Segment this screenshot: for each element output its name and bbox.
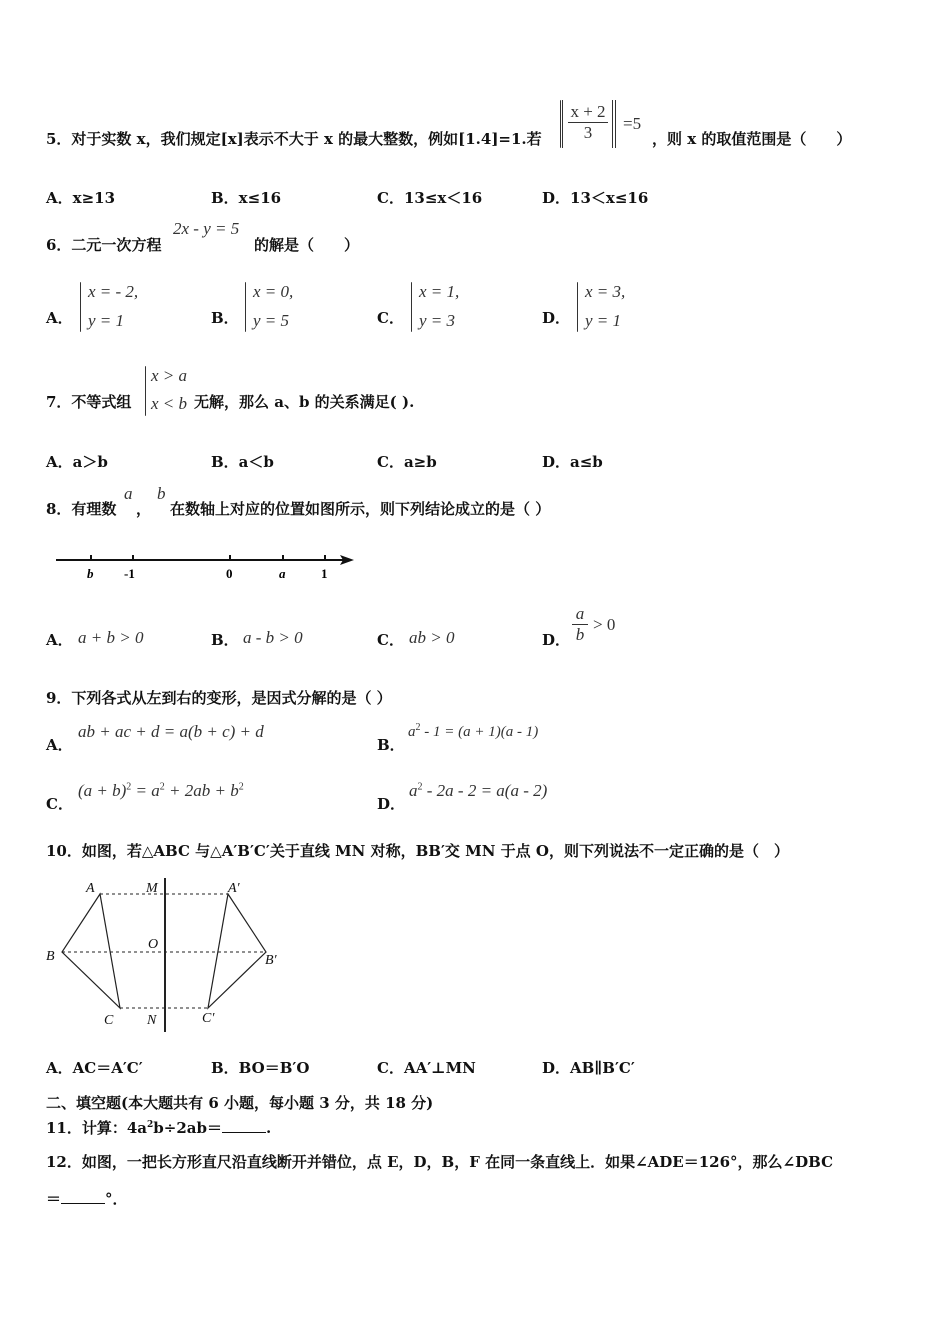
q11-text-a: 11．计算：4a (46, 1119, 148, 1137)
q5-frac-den: 3 (583, 123, 593, 142)
q7-line1: x > a (151, 366, 188, 385)
q5-eq: =5 (623, 114, 642, 133)
axis-label-a: a (279, 566, 286, 581)
q11 (46, 1117, 271, 1138)
q6-brace-c (411, 282, 412, 332)
q7-option-d: D．a≤b (542, 453, 603, 471)
q9-c-pre: (a + b) (78, 781, 127, 800)
label-A-prime: A′ (228, 881, 240, 896)
triangle-A1B1C1 (208, 894, 266, 1008)
q5-text-a: 5．对于实数 x，我们规定[x]表示不大于 x 的最大整数，例如[1.4]=1.若 (46, 130, 542, 148)
q11-end: . (266, 1119, 272, 1137)
symmetry-figure (40, 872, 300, 1042)
q5-fraction (568, 102, 608, 143)
q6-b-line2: y = 5 (253, 311, 290, 330)
q5-option-a: A．x≥13 (46, 189, 116, 207)
label-B-prime: B′ (265, 953, 277, 968)
axis-label-b: b (87, 566, 94, 581)
q7-text-a: 7．不等式组 (46, 393, 132, 411)
q9-c-mid: = a (131, 781, 160, 800)
q9-d-post: - 2a - 2 = a(a - 2) (422, 781, 548, 800)
q6-text-b: 的解是（ ） (254, 236, 360, 254)
q8-option-a: a + b > 0 (78, 628, 144, 647)
q9-c-exp3: 2 (238, 781, 244, 793)
q6-equation: 2x - y = 5 (173, 219, 240, 238)
number-line (52, 548, 362, 584)
q7-line2: x < b (151, 394, 188, 413)
q6-brace-b (245, 282, 246, 332)
q8-letter-d: D． (542, 631, 571, 649)
q6-text-a: 6．二元一次方程 (46, 236, 162, 254)
q9-b-post: - 1 = (a + 1)(a - 1) (420, 724, 539, 740)
q6-c-line2: y = 3 (419, 311, 456, 330)
q9-letter-a: A． (46, 736, 73, 754)
section-2-title: 二、填空题(本大题共有 6 小题，每小题 3 分，共 18 分) (46, 1094, 434, 1112)
floor-bracket-right (612, 100, 613, 148)
q8-d-rest: > 0 (593, 615, 616, 634)
q9-letter-c: C． (46, 795, 73, 813)
label-M: M (146, 881, 158, 896)
q6-b-line1: x = 0, (253, 282, 294, 301)
q8-letter-a: A． (46, 631, 73, 649)
q8-option-c: ab > 0 (409, 628, 455, 647)
q12-line1: 12．如图，一把长方形直尺沿直线断开并错位，点 E，D，B，F 在同一条直线上．如果∠ADE＝126°，那么∠DBC (46, 1153, 834, 1171)
q6-letter-a: A． (46, 309, 73, 327)
q8-d-den: b (575, 625, 585, 644)
q9-letter-b: B． (377, 736, 405, 754)
q8-comma: ， (136, 500, 152, 518)
q9-option-b (408, 722, 538, 741)
q6-brace-d (577, 282, 578, 332)
q10-option-c: C．AA′⊥MN (377, 1059, 476, 1077)
q5-option-d: D．13＜x≤16 (542, 189, 649, 207)
q6-d-line2: y = 1 (585, 311, 622, 330)
q12-line2-a: ＝ (46, 1190, 62, 1208)
q7-option-c: C．a≥b (377, 453, 437, 471)
q7-option-a: A．a＞b (46, 453, 108, 471)
triangle-ABC (62, 894, 120, 1008)
label-C-prime: C′ (202, 1011, 215, 1026)
label-N: N (147, 1013, 157, 1028)
q12-answer-blank[interactable] (61, 1191, 105, 1204)
q8-option-b: a - b > 0 (243, 628, 303, 647)
q12-line2-b: °． (105, 1190, 128, 1208)
q6-letter-c: C． (377, 309, 404, 327)
q5-text-b: ，则 x 的取值范围是（ ） (652, 130, 852, 148)
q7-brace (145, 366, 146, 416)
q6-c-line1: x = 1, (419, 282, 460, 301)
q8-letter-b: B． (211, 631, 239, 649)
q8-var-b: b (157, 484, 166, 503)
q6-d-line1: x = 3, (585, 282, 626, 301)
q8-text-b: 在数轴上对应的位置如图所示，则下列结论成立的是（ ） (170, 500, 551, 518)
q11-exp: 2 (147, 1120, 154, 1130)
q7-text-b: 无解，那么 a、b 的关系满足( ). (194, 393, 415, 411)
q5-option-b: B．x≤16 (211, 189, 282, 207)
label-C: C (104, 1013, 114, 1028)
q7-option-b: B．a＜b (211, 453, 274, 471)
q9-option-c (78, 781, 244, 801)
q9-c-exp1: 2 (126, 781, 132, 793)
floor-bracket-left (560, 100, 561, 148)
q6-letter-d: D． (542, 309, 571, 327)
q9-d-pre: a (409, 781, 418, 800)
q8-option-d-fraction (572, 604, 588, 645)
q8-var-a: a (124, 484, 133, 503)
q6-brace-a (80, 282, 81, 332)
q11-text-b: b÷2ab＝ (153, 1119, 222, 1137)
q9-c-exp2: 2 (159, 781, 165, 793)
q5-option-c: C．13≤x＜16 (377, 189, 483, 207)
q8-d-num: a (572, 604, 588, 625)
q10-option-b: B．BO＝B′O (211, 1059, 310, 1077)
q10-option-a: A．AC＝A′C′ (46, 1059, 143, 1077)
q9-b-exp: 2 (415, 722, 421, 733)
axis-label-neg1: -1 (124, 566, 135, 581)
q9-option-d (409, 781, 547, 801)
q8-letter-c: C． (377, 631, 404, 649)
q9-b-pre: a (408, 724, 416, 740)
q9-c-mid2: + 2ab + b (164, 781, 239, 800)
q6-letter-b: B． (211, 309, 239, 327)
label-O: O (148, 937, 159, 952)
q9-text: 9．下列各式从左到右的变形，是因式分解的是（ ） (46, 689, 392, 707)
q10-option-d: D．AB∥B′C′ (542, 1059, 635, 1077)
q9-d-exp: 2 (417, 781, 423, 793)
axis-label-0: 0 (226, 566, 233, 581)
q6-a-line2: y = 1 (88, 311, 125, 330)
q8-text-a: 8．有理数 (46, 500, 117, 518)
label-B: B (46, 949, 55, 964)
q9-option-a: ab + ac + d = a(b + c) + d (78, 722, 264, 741)
q9-letter-d: D． (377, 795, 406, 813)
floor-bracket-right-inner (615, 100, 616, 148)
q11-answer-blank[interactable] (222, 1120, 266, 1133)
q10-text: 10．如图，若△ABC 与△A′B′C′关于直线 MN 对称，BB′交 MN 于点 O，则下列说法不一定正确的是（ ） (46, 842, 789, 860)
q6-a-line1: x = - 2, (88, 282, 139, 301)
label-A: A (86, 881, 95, 896)
q12-line2 (46, 1188, 128, 1209)
floor-bracket-left-inner (562, 100, 563, 148)
axis-label-1: 1 (321, 566, 328, 581)
q5-frac-num: x + 2 (568, 102, 608, 123)
